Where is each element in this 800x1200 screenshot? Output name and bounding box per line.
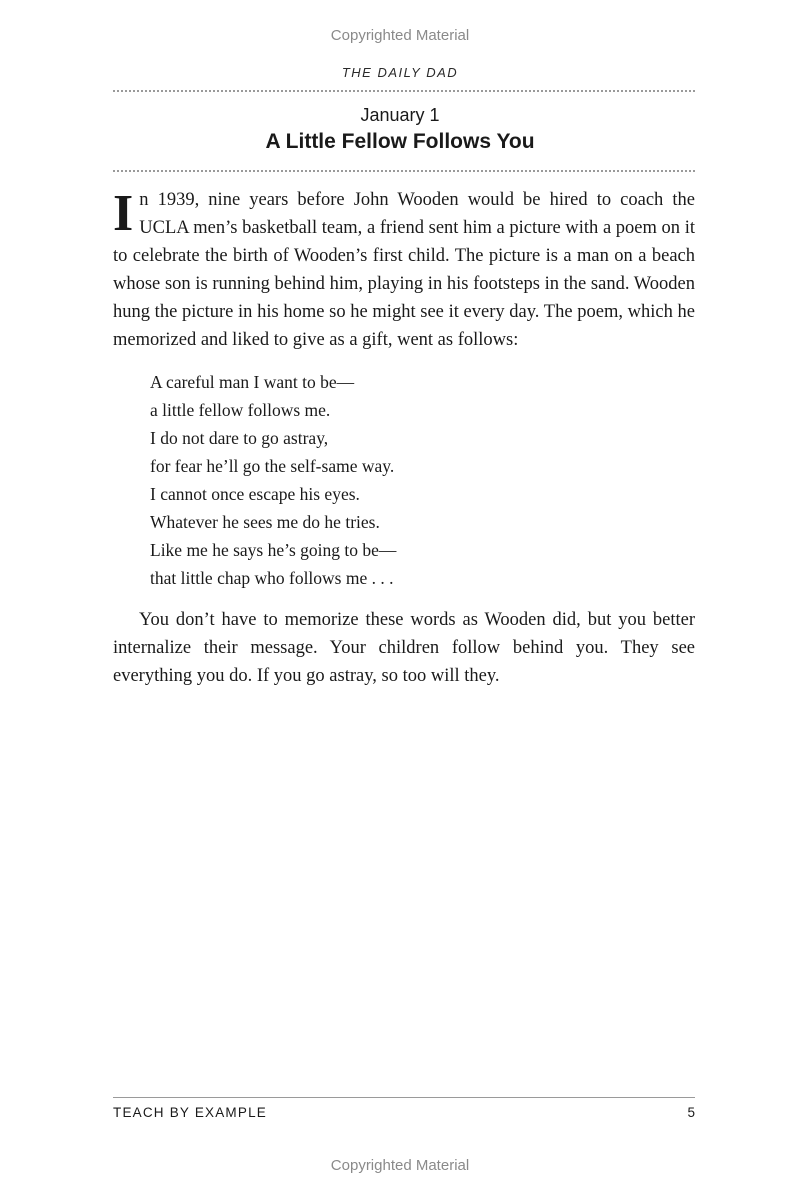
poem-line: I cannot once escape his eyes. [150, 484, 360, 504]
watermark-top: Copyrighted Material [330, 27, 470, 44]
poem-line: for fear he’ll go the self-same way. [150, 456, 395, 476]
poem-line: that little chap who follows me . . . [150, 568, 394, 588]
poem [150, 368, 650, 592]
poem-line: a little fellow follows me. [150, 400, 331, 420]
footer-divider [113, 1097, 695, 1098]
opening-paragraph-text: n 1939, nine years before John Wooden would be hired to coach the UCLA men’s basketball team, a friend sent him a picture with a poem on it to celebrate the birth of Wooden’s first child. The picture is a man on a beach whose son is running behind him, playing in his footsteps in the sand. Wooden hung the picture in his home so he might see it every day. The poem, which he memorized and liked to give as a gift, went as follows: [113, 190, 695, 350]
poem-line: I do not dare to go astray, [150, 428, 329, 448]
watermark-bottom: Copyrighted Material [330, 1157, 470, 1174]
poem-line: Whatever he sees me do he tries. [150, 512, 380, 532]
top-dotted-divider [113, 90, 695, 92]
bottom-dotted-divider [113, 170, 695, 172]
page-number: 5 [687, 1105, 695, 1120]
running-head: THE DAILY DAD [341, 65, 459, 80]
entry-title: A Little Fellow Follows You [265, 130, 535, 153]
drop-cap: I [113, 185, 134, 242]
closing-paragraph: You don’t have to memorize these words as Wooden did, but you better internalize their message. Your children follow behind you. They see everything you do. If you go astray, so too will they. [113, 610, 695, 686]
entry-date: January 1 [360, 105, 440, 125]
poem-line: Like me he says he’s going to be— [150, 540, 397, 560]
opening-paragraph [113, 186, 695, 354]
footer-section-title: TEACH BY EXAMPLE [113, 1105, 267, 1120]
poem-line: A careful man I want to be— [150, 372, 355, 392]
